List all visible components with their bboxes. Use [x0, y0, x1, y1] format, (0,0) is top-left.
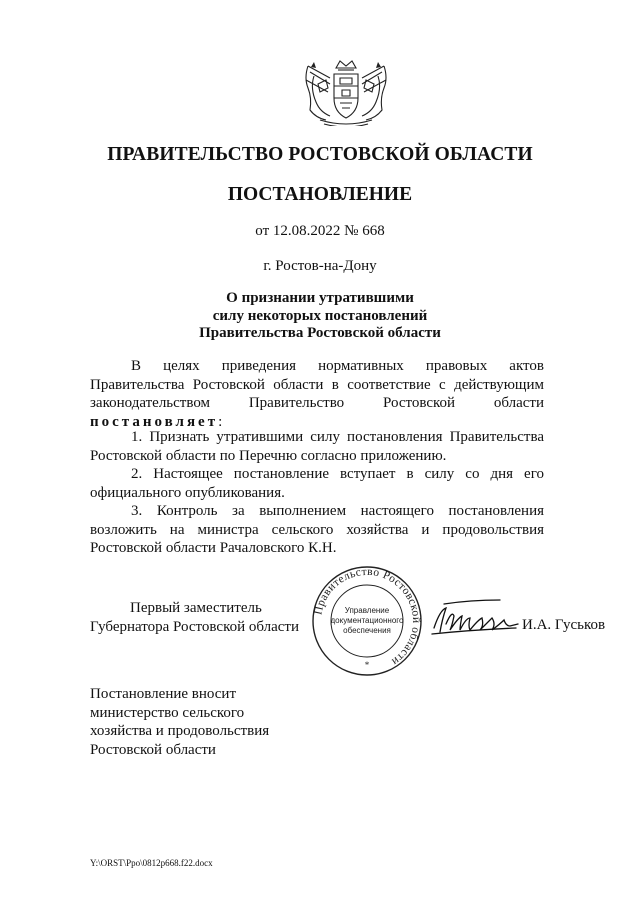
submitted-by-line: Ростовской области: [90, 741, 216, 758]
resolution-item: 2. Настоящее постановление вступает в силу со дня его официального опубликования.: [90, 466, 544, 501]
signatory-title-line: Первый заместитель: [130, 600, 262, 616]
document-type-title: ПОСТАНОВЛЕНИЕ: [227, 184, 413, 205]
subject-line: силу некоторых постановлений: [212, 307, 428, 324]
organization-title: ПРАВИТЕЛЬСТВО РОСТОВСКОЙ ОБЛАСТИ: [107, 144, 533, 165]
document-subject: [0, 290, 640, 343]
svg-text:*: *: [364, 660, 370, 670]
submitted-by: [90, 685, 269, 759]
seal-inner-line: документационного: [330, 616, 404, 625]
official-seal-stamp-icon: [300, 566, 434, 676]
preamble-text: В целях приведения нормативных правовых актов Правительства Ростовской области в соответствие с действующим законодательством Правительство Ростовской области: [90, 358, 544, 411]
date-and-number: от 12.08.2022 № 668: [255, 223, 385, 239]
preamble: [90, 357, 544, 431]
file-path-footer: Y:\ORST\Ppo\0812p668.f22.docx: [90, 858, 213, 868]
submitted-by-line: хозяйства и продовольствия: [90, 723, 270, 739]
seal-inner-line: обеспечения: [343, 626, 391, 635]
subject-line: Правительства Ростовской области: [199, 325, 441, 341]
resolution-item: 3. Контроль за выполнением настоящего постановления возложить на министра сельского хозяйства и продовольствия Ростовской области Рачаловского К.Н.: [90, 503, 544, 556]
handwritten-signature-icon: [430, 596, 520, 642]
svg-text:Правительство Ростовской облас: Правительство Ростовской области: [312, 566, 423, 668]
resolves-word: постановляет: [90, 413, 219, 430]
resolution-item: 1. Признать утратившими силу постановления Правительства Ростовской области по Перечню согласно приложению.: [90, 429, 544, 464]
signer-name: И.А. Гуськов: [522, 617, 606, 633]
coat-of-arms-icon: [300, 58, 392, 126]
city: г. Ростов-на-Дону: [263, 258, 377, 274]
subject-line: О признании утратившими: [226, 290, 414, 306]
submitted-by-line: министерство сельского: [90, 704, 245, 721]
signatory-title: [90, 599, 299, 636]
submitted-by-line: Постановление вносит: [90, 686, 237, 702]
seal-inner-line: Управление: [344, 606, 390, 615]
resolves-colon: :: [218, 413, 223, 430]
resolution-items: [90, 428, 544, 558]
signatory-title-line: Губернатора Ростовской области: [90, 618, 300, 635]
